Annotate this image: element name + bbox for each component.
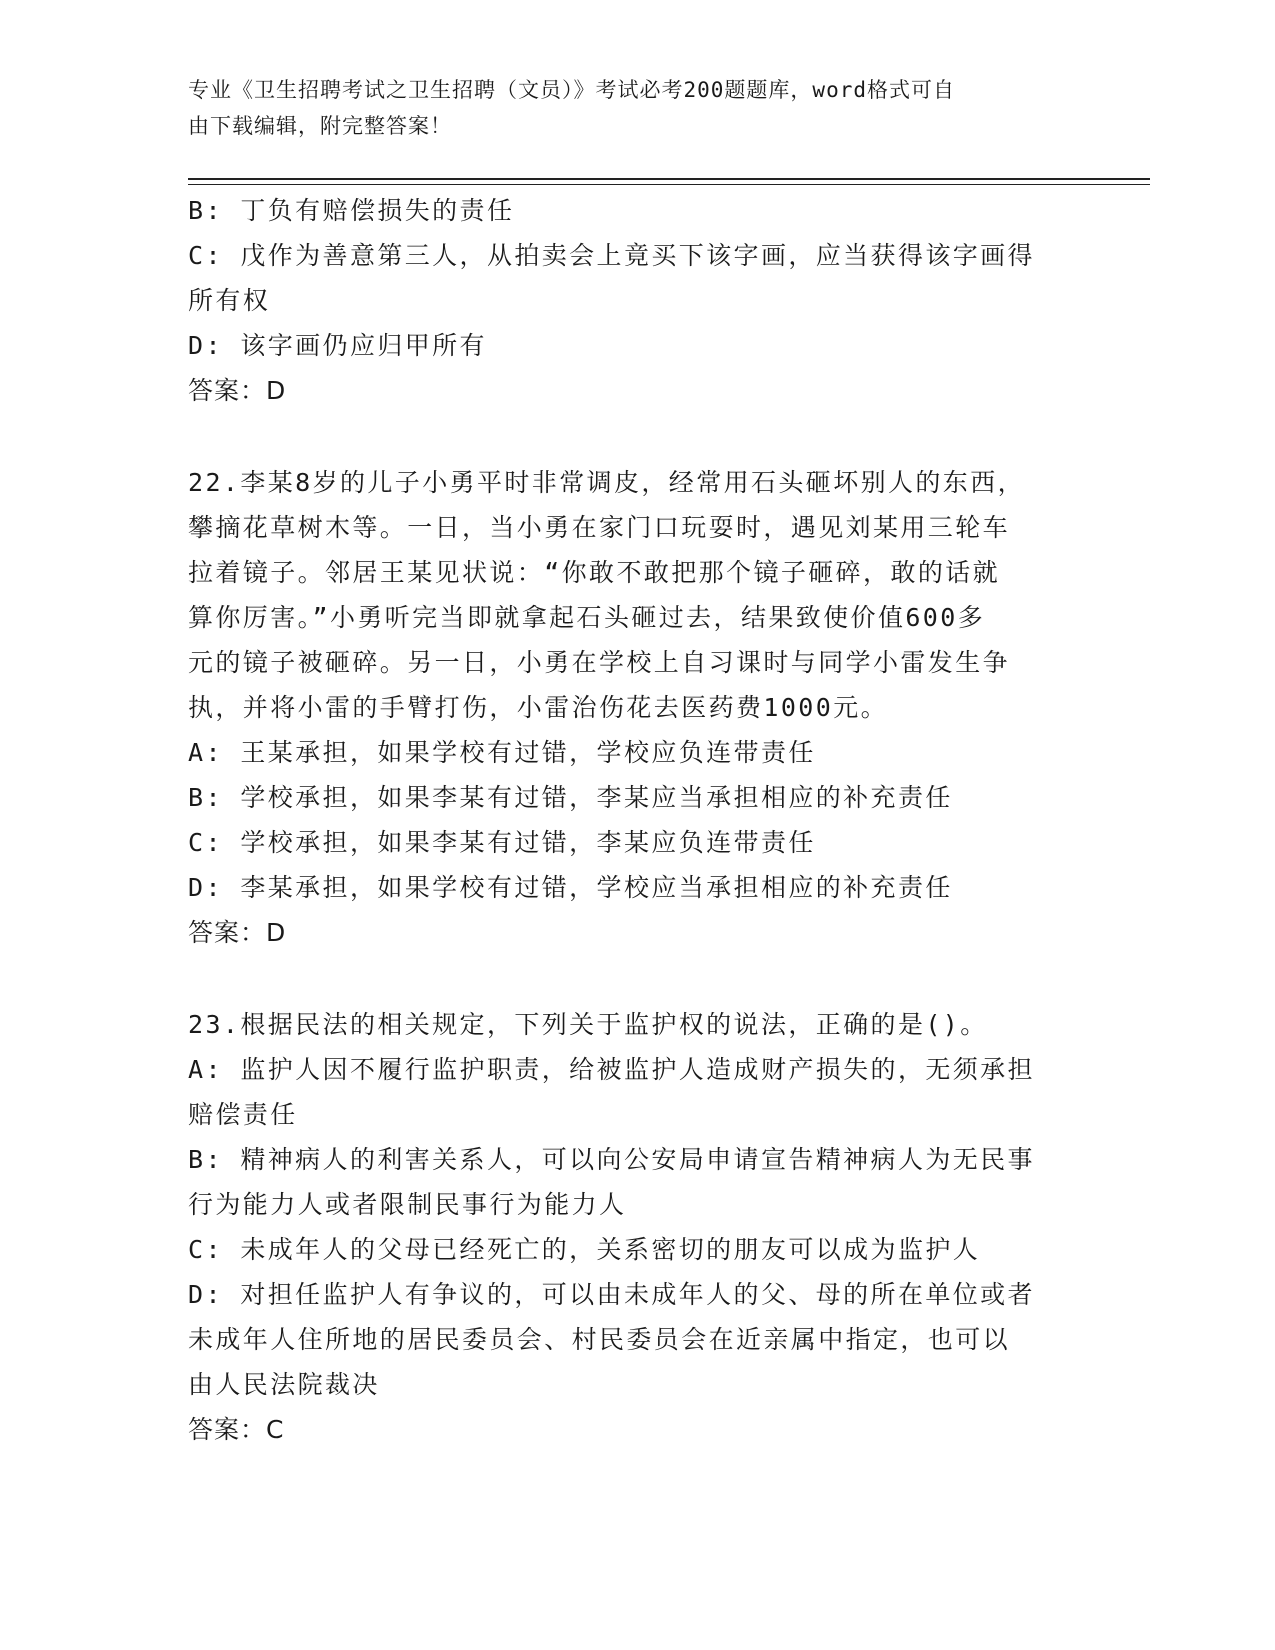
option-b: B: 精神病人的利害关系人，可以向公安局申请宣告精神病人为无民事 [188, 1145, 1035, 1174]
option-d-continued: 未成年人住所地的居民委员会、村民委员会在近亲属中指定，也可以 [188, 1325, 1011, 1354]
option-c: C: 未成年人的父母已经死亡的，关系密切的朋友可以成为监护人 [188, 1235, 981, 1264]
option-a-continued: 赔偿责任 [188, 1100, 298, 1129]
question-23 [188, 1002, 1088, 1452]
header-divider [188, 178, 1150, 180]
question-content [188, 188, 1088, 1452]
header-line: 由下载编辑，附完整答案！ [188, 114, 452, 138]
question-stem-line: 执，并将小雷的手臂打伤，小雷治伤花去医药费1000元。 [188, 693, 889, 722]
question-stem-line: 23.根据民法的相关规定，下列关于监护权的说法，正确的是()。 [188, 1010, 988, 1039]
header-line: 专业《卫生招聘考试之卫生招聘（文员）》考试必考200题题库，word格式可自 [188, 78, 955, 102]
option-c: C: 学校承担，如果李某有过错，李某应负连带责任 [188, 828, 816, 857]
option-line: C: 戊作为善意第三人，从拍卖会上竟买下该字画，应当获得该字画得 [188, 241, 1035, 270]
document-header [188, 72, 1088, 144]
answer-line: 答案：C [188, 1415, 285, 1444]
previous-question-block [188, 188, 1088, 413]
answer-line: 答案：D [188, 918, 287, 947]
option-line: B: 丁负有赔偿损失的责任 [188, 196, 515, 225]
option-d: D: 李某承担，如果学校有过错，学校应当承担相应的补充责任 [188, 873, 953, 902]
option-a: A: 王某承担，如果学校有过错，学校应负连带责任 [188, 738, 816, 767]
question-stem-line: 算你厉害。”小勇听完当即就拿起石头砸过去，结果致使价值600多 [188, 603, 986, 632]
option-d-continued: 由人民法院裁决 [188, 1370, 380, 1399]
question-22 [188, 460, 1088, 955]
answer-line: 答案：D [188, 376, 287, 405]
header-divider-thin [188, 184, 1150, 185]
spacer [188, 413, 1088, 460]
question-stem-line: 拉着镜子。邻居王某见状说：“你敢不敢把那个镜子砸碎，敢的话就 [188, 558, 1001, 587]
question-stem-line: 元的镜子被砸碎。另一日，小勇在学校上自习课时与同学小雷发生争 [188, 648, 1011, 677]
option-b-continued: 行为能力人或者限制民事行为能力人 [188, 1190, 627, 1219]
spacer [188, 955, 1088, 1002]
option-line: D: 该字画仍应归甲所有 [188, 331, 487, 360]
option-b: B: 学校承担，如果李某有过错，李某应当承担相应的补充责任 [188, 783, 953, 812]
option-line: 所有权 [188, 286, 271, 315]
question-stem-line: 22.李某8岁的儿子小勇平时非常调皮，经常用石头砸坏别人的东西， [188, 468, 1026, 497]
question-stem-line: 攀摘花草树木等。一日，当小勇在家门口玩耍时，遇见刘某用三轮车 [188, 513, 1011, 542]
option-a: A: 监护人因不履行监护职责，给被监护人造成财产损失的，无须承担 [188, 1055, 1035, 1084]
option-d: D: 对担任监护人有争议的，可以由未成年人的父、母的所在单位或者 [188, 1280, 1035, 1309]
